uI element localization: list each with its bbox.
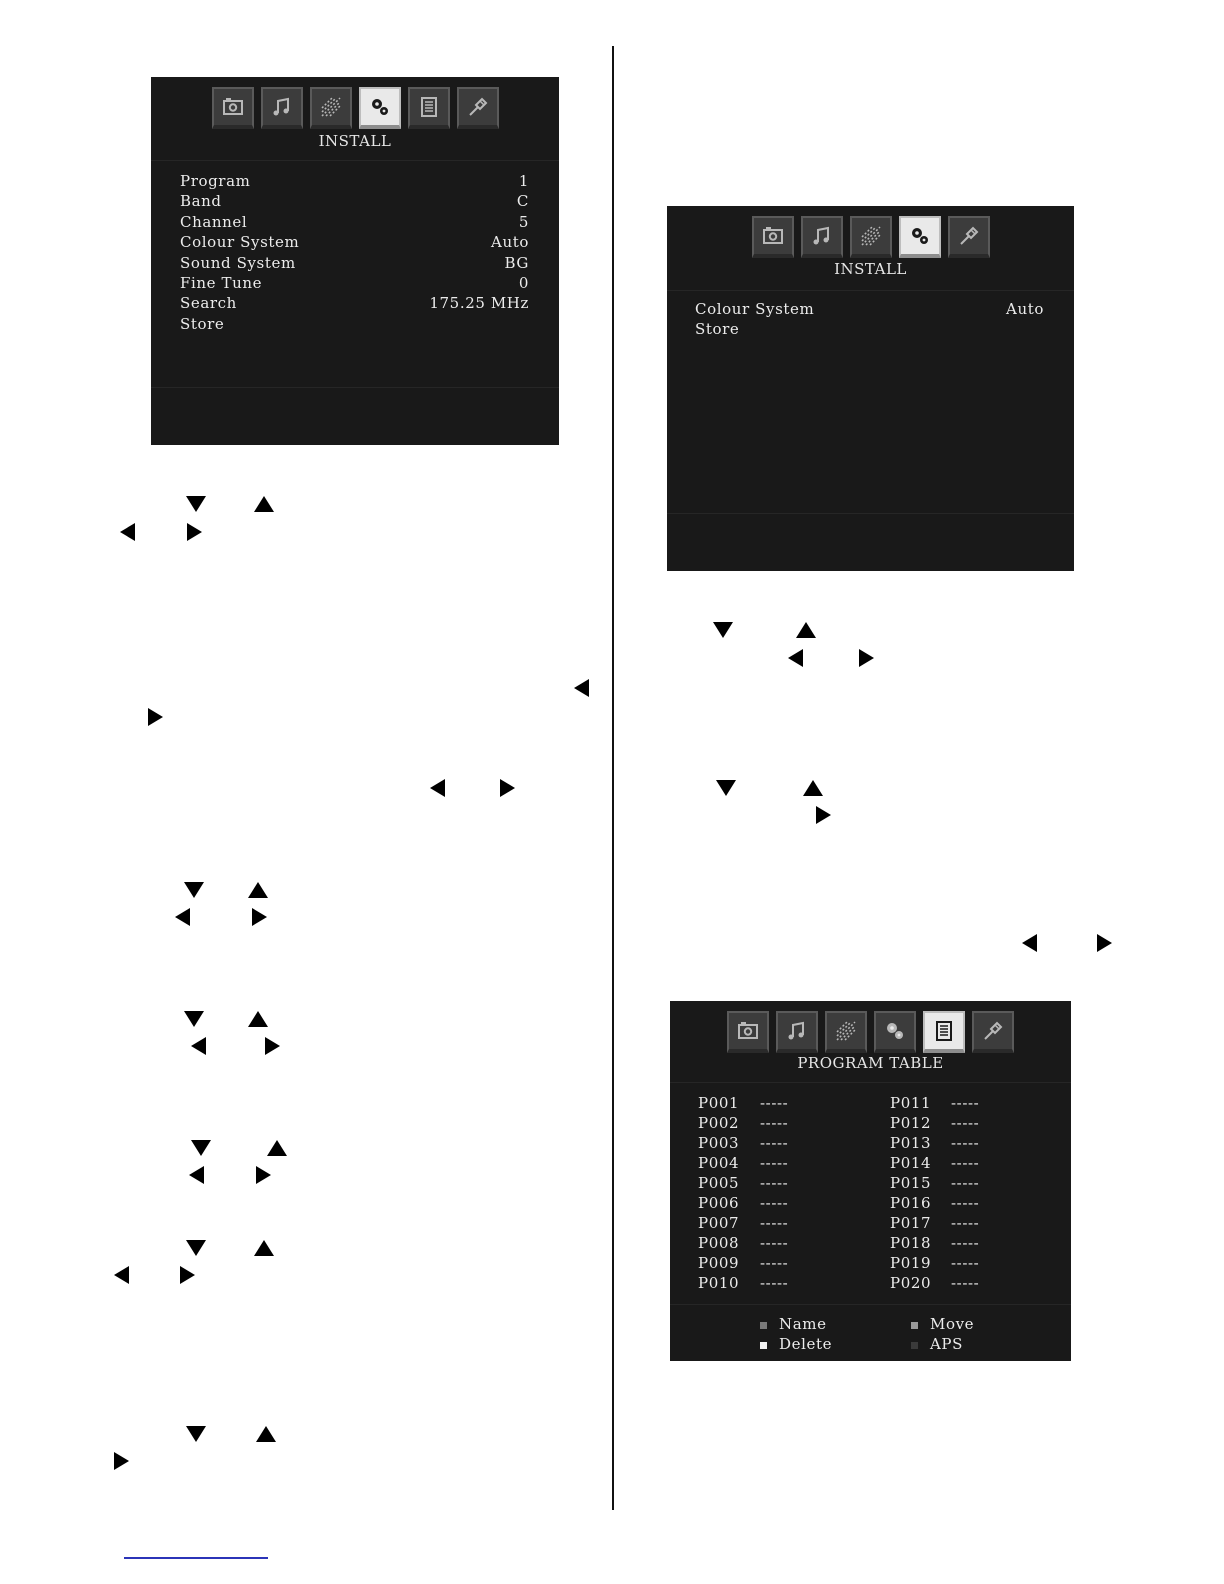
program-table-icon[interactable]	[923, 1011, 965, 1053]
menu-item-label[interactable]: Channel	[180, 212, 248, 231]
menu-item-label[interactable]: Fine Tune	[180, 274, 263, 292]
program-number[interactable]: P001	[698, 1094, 740, 1112]
legend-color-key	[911, 1342, 918, 1349]
program-name: -----	[951, 1254, 980, 1272]
program-number[interactable]: P013	[890, 1134, 932, 1152]
picture-icon[interactable]	[727, 1011, 769, 1053]
sound-icon[interactable]	[261, 87, 303, 129]
right-arrow-icon	[256, 1166, 271, 1184]
right-arrow-icon	[187, 523, 202, 541]
program-number[interactable]: P014	[890, 1154, 932, 1172]
program-name: -----	[951, 1134, 980, 1152]
legend-color-key	[911, 1322, 918, 1329]
up-arrow-icon	[248, 1011, 268, 1027]
legend-label: Delete	[779, 1335, 833, 1353]
program-number[interactable]: P018	[890, 1234, 932, 1252]
right-arrow-icon	[114, 1452, 129, 1470]
program-name: -----	[951, 1214, 980, 1232]
up-arrow-icon	[254, 1240, 274, 1256]
left-arrow-icon	[574, 679, 589, 697]
menu-title: INSTALL	[318, 132, 392, 150]
separator	[670, 1082, 1071, 1083]
separator	[151, 160, 559, 161]
legend-label: Move	[930, 1315, 975, 1333]
program-number[interactable]: P004	[698, 1154, 740, 1172]
source-icon[interactable]	[972, 1011, 1014, 1053]
down-arrow-icon	[186, 1240, 206, 1256]
program-name: -----	[951, 1234, 980, 1252]
column-divider	[612, 46, 614, 1510]
down-arrow-icon	[186, 496, 206, 512]
up-arrow-icon	[254, 496, 274, 512]
menu-item-label[interactable]: Colour System	[180, 233, 300, 252]
program-number[interactable]: P011	[890, 1094, 932, 1112]
separator	[667, 290, 1074, 291]
program-name: -----	[760, 1134, 789, 1152]
install-icon[interactable]	[874, 1011, 916, 1053]
menu-item-value: 175.25 MHz	[429, 294, 529, 313]
program-table-screen	[670, 1001, 1071, 1361]
down-arrow-icon	[713, 622, 733, 638]
menu-icon-bar	[667, 216, 1074, 262]
program-name: -----	[760, 1254, 789, 1272]
program-name: -----	[951, 1194, 980, 1212]
menu-item-label[interactable]: Band	[180, 192, 222, 211]
left-arrow-icon	[788, 649, 803, 667]
source-icon[interactable]	[948, 216, 990, 258]
left-arrow-icon	[189, 1166, 204, 1184]
left-arrow-icon	[430, 779, 445, 797]
menu-item-value: 5	[518, 212, 529, 231]
sound-icon[interactable]	[801, 216, 843, 258]
program-number[interactable]: P015	[890, 1174, 932, 1192]
program-number[interactable]: P019	[890, 1254, 932, 1272]
program-name: -----	[951, 1274, 980, 1292]
down-arrow-icon	[191, 1140, 211, 1156]
down-arrow-icon	[716, 780, 736, 796]
program-table-icon[interactable]	[408, 87, 450, 129]
right-arrow-icon	[500, 779, 515, 797]
menu-icon-bar	[670, 1011, 1071, 1057]
menu-title: PROGRAM TABLE	[797, 1054, 944, 1072]
program-number[interactable]: P009	[698, 1254, 740, 1272]
source-icon[interactable]	[457, 87, 499, 129]
left-arrow-icon	[114, 1266, 129, 1284]
program-name: -----	[760, 1114, 789, 1132]
program-name: -----	[760, 1174, 789, 1192]
feature-icon[interactable]	[825, 1011, 867, 1053]
down-arrow-icon	[186, 1426, 206, 1442]
install-icon[interactable]	[359, 87, 401, 129]
right-arrow-icon	[265, 1037, 280, 1055]
separator	[667, 513, 1074, 514]
program-name: -----	[760, 1194, 789, 1212]
footer-rule	[124, 1557, 268, 1559]
program-number[interactable]: P016	[890, 1194, 932, 1212]
right-arrow-icon	[252, 908, 267, 926]
program-name: -----	[951, 1174, 980, 1192]
up-arrow-icon	[256, 1426, 276, 1442]
install-menu-colour-screen	[667, 206, 1074, 571]
up-arrow-icon	[803, 780, 823, 796]
down-arrow-icon	[184, 882, 204, 898]
program-number[interactable]: P005	[698, 1174, 740, 1192]
install-icon[interactable]	[899, 216, 941, 258]
legend-color-key	[760, 1322, 767, 1329]
left-arrow-icon	[175, 908, 190, 926]
menu-item-label[interactable]: Store	[695, 320, 740, 339]
up-arrow-icon	[267, 1140, 287, 1156]
program-number[interactable]: P017	[890, 1214, 932, 1232]
menu-item-value: 0	[518, 274, 529, 292]
separator	[670, 1304, 1071, 1305]
left-arrow-icon	[1022, 934, 1037, 952]
legend-label: APS	[930, 1335, 964, 1353]
up-arrow-icon	[796, 622, 816, 638]
left-arrow-icon	[191, 1037, 206, 1055]
program-name: -----	[951, 1114, 980, 1132]
feature-icon[interactable]	[310, 87, 352, 129]
program-number[interactable]: P010	[698, 1274, 740, 1292]
program-number[interactable]: P012	[890, 1114, 932, 1132]
picture-icon[interactable]	[752, 216, 794, 258]
program-name: -----	[951, 1154, 980, 1172]
menu-item-label[interactable]: Colour System	[695, 300, 815, 318]
program-number[interactable]: P008	[698, 1234, 740, 1252]
program-name: -----	[760, 1094, 789, 1112]
menu-item-value: 1	[518, 172, 529, 190]
right-arrow-icon	[859, 649, 874, 667]
right-arrow-icon	[180, 1266, 195, 1284]
menu-item-value: Auto	[1006, 300, 1044, 318]
menu-item-label[interactable]: Sound System	[180, 253, 296, 272]
up-arrow-icon	[248, 882, 268, 898]
menu-icon-bar	[151, 87, 559, 133]
legend-color-key	[760, 1342, 767, 1349]
down-arrow-icon	[184, 1011, 204, 1027]
install-menu-screen	[151, 77, 559, 445]
legend-label: Name	[779, 1315, 827, 1333]
menu-item-label[interactable]: Program	[180, 172, 251, 190]
menu-item-value: Auto	[491, 233, 529, 252]
menu-item-value: BG	[504, 253, 529, 272]
right-arrow-icon	[1097, 934, 1112, 952]
program-name: -----	[760, 1234, 789, 1252]
picture-icon[interactable]	[212, 87, 254, 129]
program-number[interactable]: P003	[698, 1134, 740, 1152]
left-arrow-icon	[120, 523, 135, 541]
program-number[interactable]: P002	[698, 1114, 740, 1132]
separator	[151, 387, 559, 388]
menu-item-label[interactable]: Search	[180, 294, 237, 313]
program-name: -----	[760, 1214, 789, 1232]
program-name: -----	[760, 1274, 789, 1292]
program-name: -----	[951, 1094, 980, 1112]
menu-item-label[interactable]: Store	[180, 314, 225, 333]
program-name: -----	[760, 1154, 789, 1172]
feature-icon[interactable]	[850, 216, 892, 258]
program-number[interactable]: P020	[890, 1274, 932, 1292]
menu-title: INSTALL	[834, 260, 907, 278]
program-number[interactable]: P007	[698, 1214, 740, 1232]
right-arrow-icon	[148, 708, 163, 726]
menu-item-value: C	[516, 192, 529, 211]
right-arrow-icon	[816, 806, 831, 824]
program-number[interactable]: P006	[698, 1194, 740, 1212]
sound-icon[interactable]	[776, 1011, 818, 1053]
